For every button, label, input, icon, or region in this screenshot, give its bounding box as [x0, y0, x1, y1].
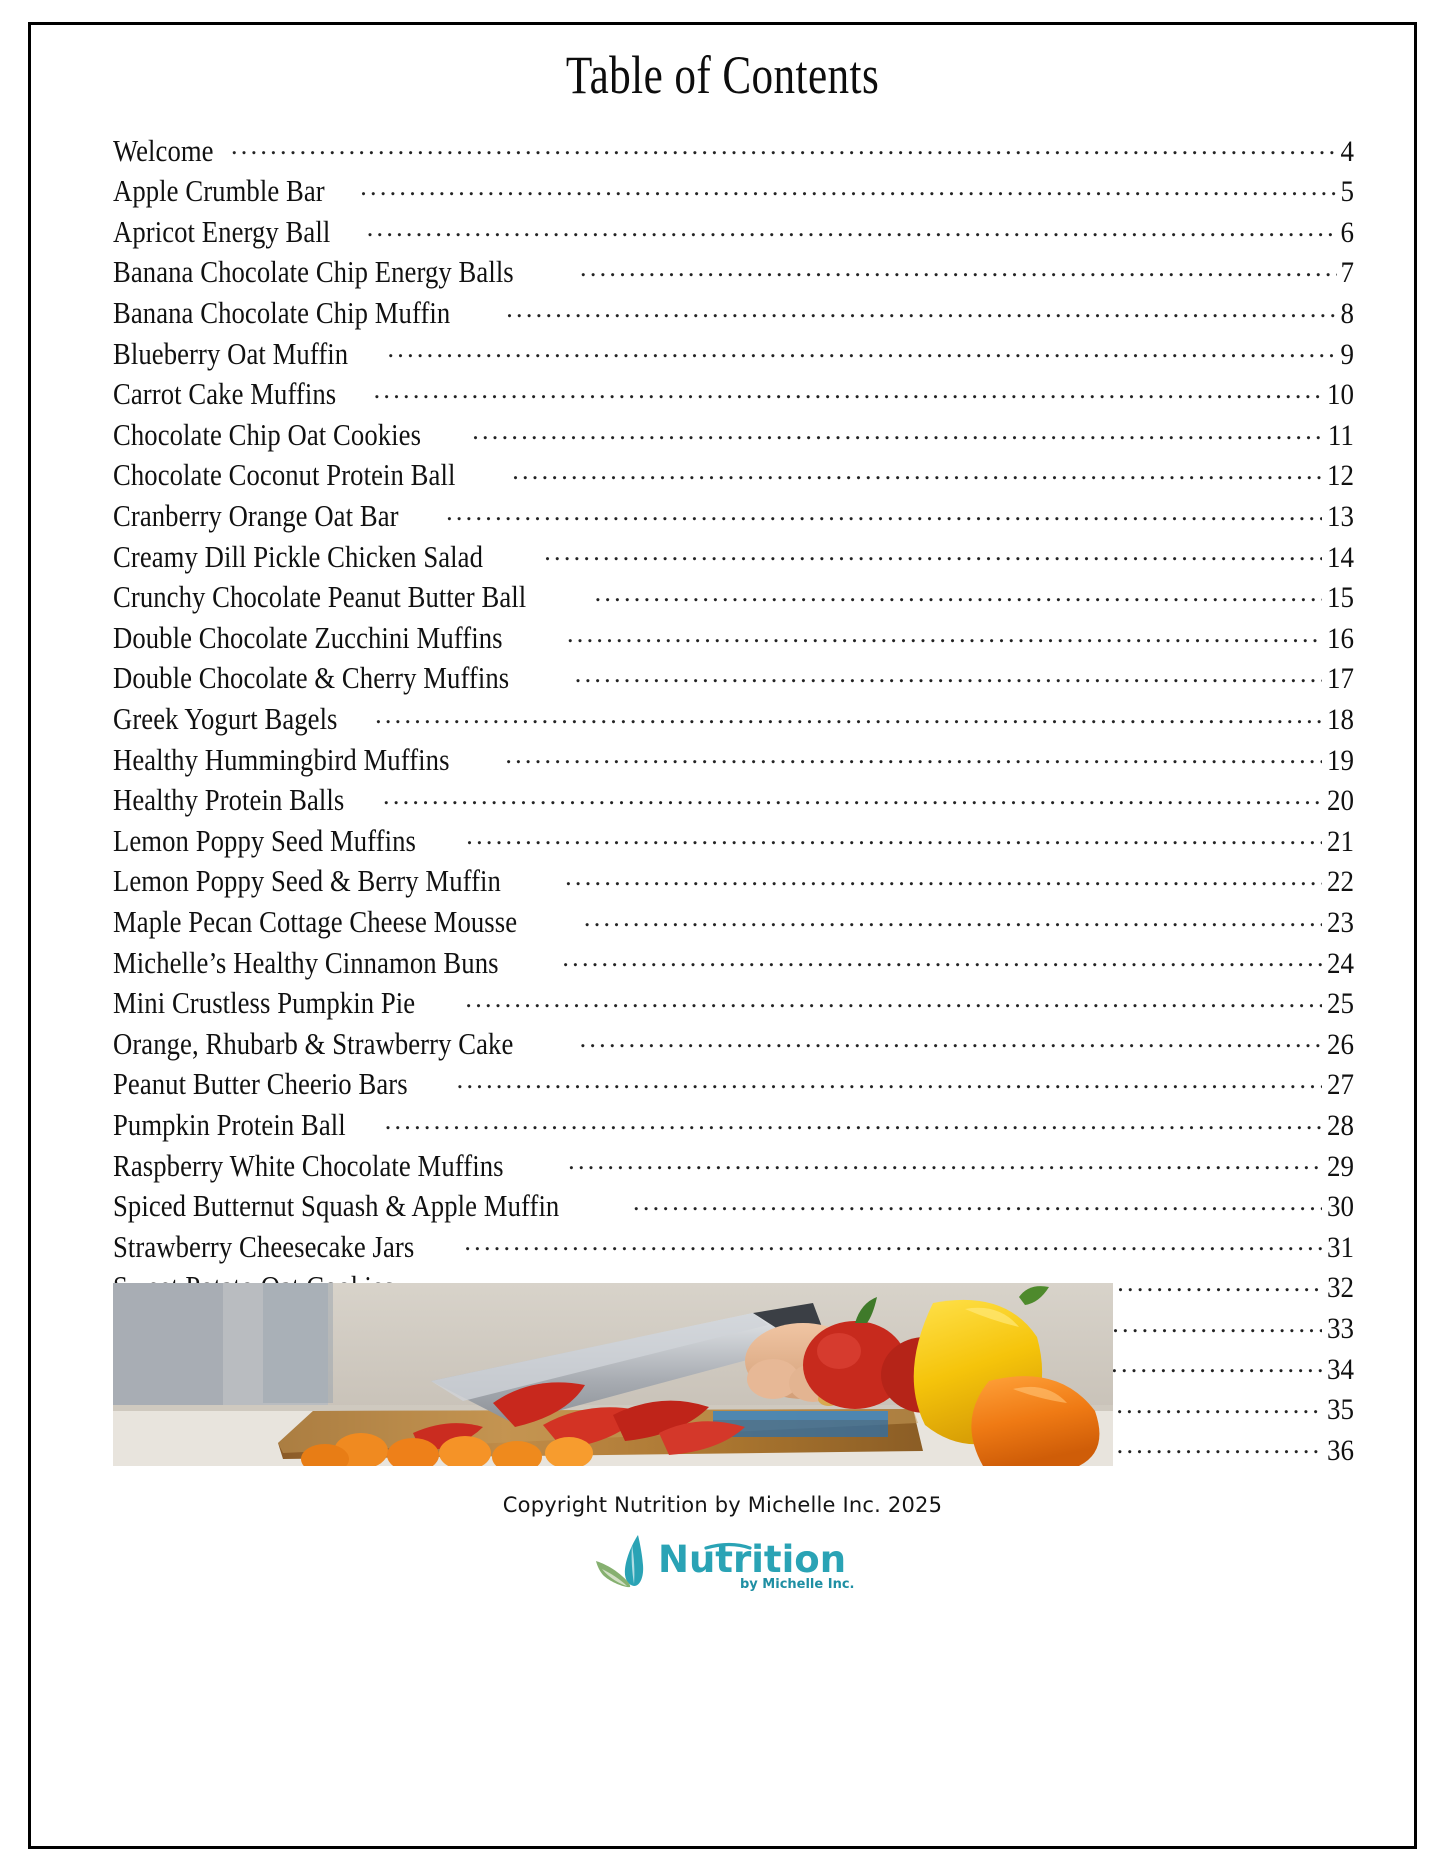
- copyright-text: Copyright Nutrition by Michelle Inc. 2025: [502, 1493, 943, 1517]
- toc-leader-dots: [383, 779, 1322, 810]
- toc-entry-page-number: 30: [1327, 1190, 1354, 1224]
- toc-leader-dots: [562, 942, 1322, 973]
- toc-entry-label: Crunchy Chocolate Peanut Butter Ball: [113, 579, 527, 615]
- toc-entry-label: Peanut Butter Cheerio Bars: [113, 1066, 408, 1102]
- toc-entry-label: Carrot Cake Muffins: [113, 376, 337, 412]
- toc-entry[interactable]: [113, 698, 1354, 739]
- page-title: Table of Contents: [565, 45, 880, 105]
- chopping-vegetables-photo: [113, 1283, 1113, 1466]
- toc-leader-dots: [544, 536, 1322, 567]
- toc-entry-label: Apricot Energy Ball: [113, 213, 331, 249]
- toc-entry-page-number: 18: [1327, 703, 1354, 736]
- toc-entry-page-number: 23: [1327, 905, 1354, 939]
- toc-entry-page-number: 10: [1327, 378, 1354, 412]
- toc-entry-page-number: 4: [1340, 134, 1354, 168]
- document-page: [28, 22, 1417, 1849]
- toc-leader-dots: [595, 576, 1322, 607]
- toc-leader-dots: [231, 130, 1337, 161]
- toc-leader-dots: [565, 860, 1322, 891]
- toc-entry-label: Michelle’s Healthy Cinnamon Buns: [113, 944, 499, 980]
- toc-entry-label: Chocolate Chip Oat Cookies: [113, 416, 422, 452]
- toc-entry[interactable]: [113, 860, 1354, 901]
- toc-entry[interactable]: [113, 454, 1354, 495]
- toc-leader-dots: [568, 1145, 1322, 1176]
- toc-entry-page-number: 12: [1327, 459, 1354, 493]
- toc-entry-page-number: 16: [1327, 621, 1354, 655]
- page-content: [31, 25, 1414, 1846]
- toc-entry[interactable]: [113, 292, 1354, 333]
- toc-entry-label: Greek Yogurt Bagels: [113, 701, 338, 736]
- toc-entry[interactable]: [113, 657, 1354, 698]
- toc-entry[interactable]: [113, 251, 1354, 292]
- toc-entry-page-number: 11: [1327, 418, 1354, 452]
- toc-entry-page-number: 32: [1327, 1271, 1354, 1305]
- toc-entry-page-number: 21: [1327, 824, 1354, 858]
- toc-entry[interactable]: [113, 739, 1354, 780]
- toc-entry-label: Healthy Hummingbird Muffins: [113, 741, 450, 777]
- toc-entry[interactable]: [113, 820, 1354, 861]
- toc-entry[interactable]: [113, 779, 1354, 820]
- toc-entry-label: Mini Crustless Pumpkin Pie: [113, 985, 416, 1021]
- toc-entry-label: Chocolate Coconut Protein Ball: [113, 457, 456, 493]
- toc-leader-dots: [367, 211, 1337, 242]
- toc-entry-page-number: 6: [1340, 215, 1354, 249]
- toc-entry-page-number: 31: [1327, 1230, 1354, 1264]
- toc-leader-dots: [512, 454, 1322, 485]
- toc-entry[interactable]: [113, 414, 1354, 455]
- toc-entry[interactable]: [113, 901, 1354, 942]
- toc-entry-label: Welcome: [113, 132, 214, 168]
- toc-entry-page-number: 33: [1327, 1311, 1354, 1345]
- toc-entry-page-number: 14: [1327, 540, 1354, 574]
- toc-leader-dots: [567, 617, 1322, 648]
- logo-sub-text: by Michelle Inc.: [739, 1577, 854, 1592]
- toc-leader-dots: [387, 333, 1337, 364]
- toc-entry-page-number: 28: [1327, 1108, 1354, 1142]
- toc-entry[interactable]: [113, 1185, 1354, 1226]
- toc-entry[interactable]: [113, 495, 1354, 536]
- toc-entry-label: Double Chocolate Zucchini Muffins: [113, 619, 503, 655]
- toc-entry[interactable]: [113, 170, 1354, 211]
- toc-entry-label: Apple Crumble Bar: [113, 173, 325, 209]
- toc-entry-label: Strawberry Cheesecake Jars: [113, 1228, 415, 1264]
- toc-entry-label: Double Chocolate & Cherry Muffins: [113, 660, 510, 696]
- toc-entry-page-number: 24: [1327, 946, 1354, 980]
- toc-entry[interactable]: [113, 1226, 1354, 1267]
- photo-illustration: [113, 1283, 1113, 1466]
- toc-leader-dots: [375, 698, 1322, 729]
- logo-main-text: Nutrition: [657, 1538, 846, 1581]
- toc-entry-label: Banana Chocolate Chip Muffin: [113, 295, 451, 331]
- toc-entry-label: Lemon Poppy Seed Muffins: [113, 822, 416, 858]
- toc-entry[interactable]: [113, 333, 1354, 374]
- toc-entry[interactable]: [113, 211, 1354, 252]
- toc-entry-label: Banana Chocolate Chip Energy Balls: [113, 254, 514, 290]
- toc-leader-dots: [457, 1063, 1322, 1094]
- toc-entry-page-number: 27: [1327, 1068, 1354, 1102]
- toc-entry-page-number: 26: [1327, 1027, 1354, 1061]
- toc-leader-dots: [465, 982, 1322, 1013]
- toc-entry-label: Blueberry Oat Muffin: [113, 335, 349, 371]
- toc-entry-label: Creamy Dill Pickle Chicken Salad: [113, 538, 484, 574]
- nutrition-by-michelle-logo: [580, 1531, 866, 1593]
- toc-entry[interactable]: [113, 982, 1354, 1023]
- toc-leader-dots: [385, 1104, 1322, 1135]
- toc-entry[interactable]: [113, 1145, 1354, 1186]
- toc-entry[interactable]: [113, 130, 1354, 171]
- toc-entry-page-number: 9: [1340, 337, 1354, 371]
- toc-entry[interactable]: [113, 1063, 1354, 1104]
- toc-entry[interactable]: [113, 536, 1354, 577]
- toc-entry-label: Orange, Rhubarb & Strawberry Cake: [113, 1025, 514, 1061]
- toc-entry-label: Cranberry Orange Oat Bar: [113, 498, 399, 534]
- toc-leader-dots: [506, 292, 1337, 323]
- toc-leader-dots: [584, 901, 1322, 932]
- toc-entry-page-number: 13: [1327, 500, 1354, 534]
- toc-entry-label: Maple Pecan Cottage Cheese Mousse: [113, 903, 518, 939]
- brand-logo: [31, 1531, 1414, 1593]
- toc-entry[interactable]: [113, 1023, 1354, 1064]
- toc-leader-dots: [360, 170, 1337, 201]
- toc-entry-label: Pumpkin Protein Ball: [113, 1106, 346, 1142]
- toc-entry[interactable]: [113, 373, 1354, 414]
- toc-entry[interactable]: [113, 576, 1354, 617]
- leaf-icon: [596, 1535, 643, 1587]
- toc-entry-page-number: 19: [1327, 743, 1354, 777]
- table-of-contents-list: [113, 130, 1354, 1470]
- toc-entry-page-number: 20: [1327, 784, 1354, 818]
- toc-entry-page-number: 29: [1327, 1149, 1354, 1183]
- toc-leader-dots: [505, 739, 1322, 770]
- toc-leader-dots: [464, 1226, 1322, 1257]
- toc-entry-label: Healthy Protein Balls: [113, 782, 345, 818]
- toc-entry-label: Spiced Butternut Squash & Apple Muffin: [113, 1188, 560, 1224]
- toc-entry-page-number: 25: [1327, 987, 1354, 1021]
- toc-leader-dots: [374, 373, 1322, 404]
- page-footer: [31, 1493, 1414, 1593]
- toc-entry[interactable]: [113, 942, 1354, 983]
- toc-entry[interactable]: [113, 1104, 1354, 1145]
- toc-leader-dots: [466, 820, 1322, 851]
- toc-entry-page-number: 8: [1340, 297, 1354, 331]
- toc-leader-dots: [633, 1185, 1322, 1216]
- toc-entry-page-number: 22: [1327, 865, 1354, 899]
- toc-entry-page-number: 5: [1340, 175, 1354, 209]
- toc-entry-page-number: 7: [1340, 256, 1354, 290]
- toc-leader-dots: [575, 657, 1322, 688]
- toc-entry[interactable]: [113, 617, 1354, 658]
- toc-entry-label: Lemon Poppy Seed & Berry Muffin: [113, 863, 501, 899]
- toc-entry-page-number: 35: [1327, 1393, 1354, 1427]
- toc-entry-page-number: 17: [1327, 662, 1354, 696]
- toc-leader-dots: [446, 495, 1322, 526]
- toc-entry-label: Raspberry White Chocolate Muffins: [113, 1147, 504, 1183]
- toc-entry-page-number: 36: [1327, 1433, 1354, 1467]
- toc-entry-page-number: 34: [1327, 1352, 1354, 1386]
- toc-leader-dots: [580, 1023, 1322, 1054]
- toc-leader-dots: [472, 414, 1323, 445]
- toc-leader-dots: [580, 251, 1337, 282]
- toc-entry-page-number: 15: [1327, 581, 1354, 615]
